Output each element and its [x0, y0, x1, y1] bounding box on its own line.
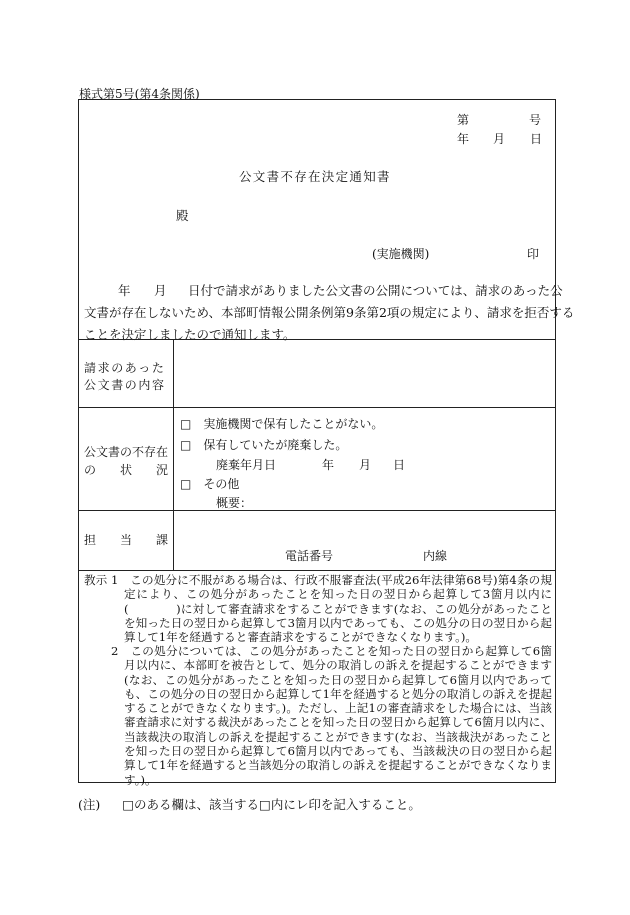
nonexistence-label-1: 公文書の不存在 — [84, 445, 169, 459]
extension-label: 内線 — [423, 549, 448, 563]
discard-date-label: 廃棄年月日 — [216, 458, 277, 472]
instruction-tag: 教示 — [84, 573, 108, 587]
option-discarded[interactable]: □ 保有していたが廃棄した。 — [180, 438, 348, 452]
section-in-charge-label: 担 当 課 — [84, 533, 169, 547]
requested-doc-label-1: 請求のあった — [84, 361, 166, 375]
instruction-paragraph-2: 2 この処分については、この処分があったことを知った日の翌日から起算して6箇月以内に、本部町を被告として、処分の取消しの訴えを提起することができます(なお、この処分があったことを知った日の翌日から起算して6箇月以内であっても、この処分の日の翌日から起算して1年を経過すると処分の取消しの訴えを提起することができなくなります。)。ただし、上記1の審査請求をした場合には、当該審査請求に対する裁決があったことを知った日の翌日から起算して6箇月以内に、当該裁決の取消しの訴えを提起することができます(なお、当該裁決があったことを知った日の翌日から起算して6箇月以内であっても、当該裁決の日の翌日から起算して1年を経過すると当該処分の取消しの訴えを提起することができなくなります。)。 — [111, 644, 552, 787]
number-suffix: 号 — [529, 113, 542, 127]
body-text-line-3: ことを決定しましたので通知します。 — [84, 327, 296, 342]
form-number-label: 様式第5号(第4条関係) — [79, 87, 200, 101]
summary-label: 概要： — [216, 496, 253, 510]
option-other[interactable]: □ その他 — [180, 477, 240, 491]
table-top-rule — [79, 339, 555, 340]
discard-month-label: 月 — [359, 458, 372, 472]
body-text-line-2: 文書が存在しないため、本部町情報公開条例第9条第2項の規定により、請求を拒否する — [84, 305, 575, 320]
table-rule-3 — [79, 510, 555, 511]
date-year-label: 年 — [457, 132, 470, 146]
body-text-line-1: 日付で請求がありました公文書の公開については、請求のあった公 — [188, 283, 563, 298]
nonexistence-label-2: の 状 況 — [84, 463, 169, 477]
table-column-rule — [173, 339, 174, 570]
option-never-held[interactable]: □ 実施機関で保有したことがない。 — [180, 417, 384, 431]
discard-year-label: 年 — [322, 458, 335, 472]
date-day-label: 日 — [530, 132, 543, 146]
seal-mark: 印 — [527, 247, 540, 261]
issuer-label: (実施機関) — [372, 247, 430, 261]
phone-number-label: 電話番号 — [285, 549, 334, 563]
addressee-suffix: 殿 — [176, 208, 189, 223]
body-date-month: 月 — [154, 283, 167, 298]
footnote-tag: (注) — [78, 797, 101, 812]
table-rule-2 — [79, 407, 555, 408]
footnote-text: □のある欄は、該当する□内にレ印を記入すること。 — [122, 797, 421, 812]
requested-doc-label-2: 公文書の内容 — [84, 378, 166, 392]
instruction-paragraph-1: 1 この処分に不服がある場合は、行政不服審査法(平成26年法律第68号)第4条の規定により、この処分があったことを知った日の翌日から起算して3箇月以内に( )に対して審査請求をすることができます(なお、この処分があったことを知った日の翌日から起算して3箇月以内であっても、この処分の日の翌日から起算して1年を経過すると審査請求をすることができなくなります。)。 — [111, 573, 552, 645]
discard-day-label: 日 — [393, 458, 406, 472]
table-bottom-rule — [79, 570, 555, 571]
number-prefix: 第 — [457, 113, 470, 127]
date-month-label: 月 — [493, 132, 506, 146]
footnote — [78, 795, 421, 813]
notice-form-frame — [78, 99, 575, 787]
document-title: 公文書不存在決定通知書 — [239, 169, 391, 184]
body-date-year: 年 — [118, 283, 131, 298]
